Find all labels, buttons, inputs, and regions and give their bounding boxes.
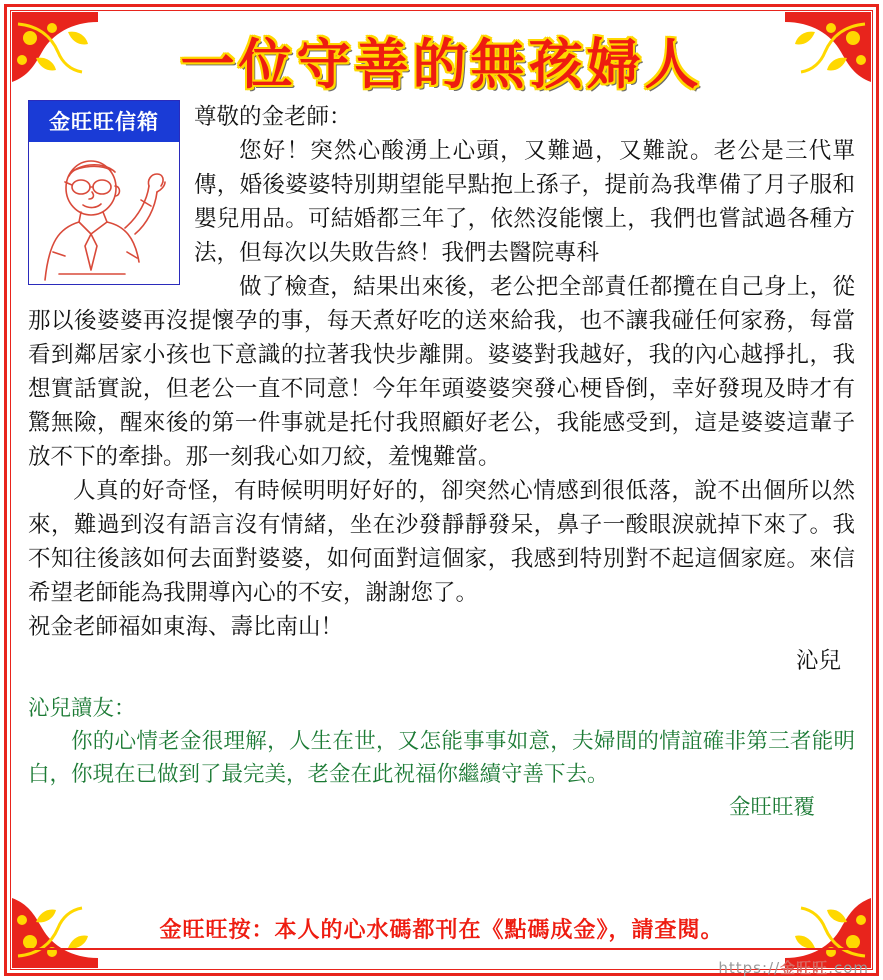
watermark	[718, 957, 869, 978]
watermark-suffix: .com	[828, 959, 869, 977]
editor-note: 金旺旺按：本人的心水碼都刊在《點碼成金》，請查閱。	[159, 917, 724, 943]
footer-divider	[16, 948, 867, 950]
letter-paragraph: 做了檢查，結果出來後，老公把全部責任都攬在自己身上，從那以後婆婆再沒提懷孕的事，每天煮好吃的送來給我，也不讓我碰任何家務，每當看到鄰居家小孩也下意識的拉著我快步離開。婆婆對我越好，我的內心越掙扎，我想實話實說，但老公一直不同意！今年年頭婆婆突發心梗昏倒，幸好發現及時才有驚無險，醒來後的第一件事就是托付我照顧好老公，我能感受到，這是婆婆這輩子放不下的牽掛。那一刻我心如刀絞，羞愧難當。	[28, 274, 855, 470]
reply-body: 你的心情老金很理解，人生在世，又怎能事事如意，夫婦間的情誼確非第三者能明白，你現在已做到了最完美，老金在此祝福你繼續守善下去。	[28, 729, 855, 787]
article-body	[18, 96, 865, 914]
watermark-highlight: 金旺旺	[780, 959, 829, 977]
letter-paragraph: 人真的好奇怪，有時候明明好好的，卻突然心情感到很低落，說不出個所以然來，難過到沒有語言沒有情緒，坐在沙發靜靜發呆，鼻子一酸眼淚就掉下來了。我不知往後該如何去面對婆婆，如何面對這個家，我感到特別對不起這個家庭。來信希望老師能為我開導內心的不安，謝謝您了。	[28, 478, 855, 606]
letter-blessing: 祝金老師福如東海、壽比南山！	[28, 614, 344, 640]
page-title: 一位守善的無孩婦人	[180, 32, 703, 96]
man-pointing-illustration-icon	[29, 142, 179, 284]
reply-salutation: 沁兒讀友：	[28, 696, 136, 721]
mailbox-logo-banner: 金旺旺信箱	[29, 101, 179, 142]
watermark-prefix: https://	[718, 959, 781, 977]
reply-signature: 金旺旺覆	[728, 795, 815, 820]
reply-text	[28, 692, 855, 824]
letter-signature: 沁兒	[795, 648, 841, 674]
letter-paragraph: 您好！突然心酸湧上心頭，又難過，又難說。老公是三代單傳，婚後婆婆特別期望能早點抱上孫子，提前為我準備了月子服和嬰兒用品。可結婚都三年了，依然沒能懷上，我們也嘗試過各種方法，但每次以失敗告終！我們去醫院專科	[194, 138, 855, 266]
letter-salutation: 尊敬的金老師：	[194, 104, 352, 130]
mailbox-logo	[28, 100, 180, 285]
